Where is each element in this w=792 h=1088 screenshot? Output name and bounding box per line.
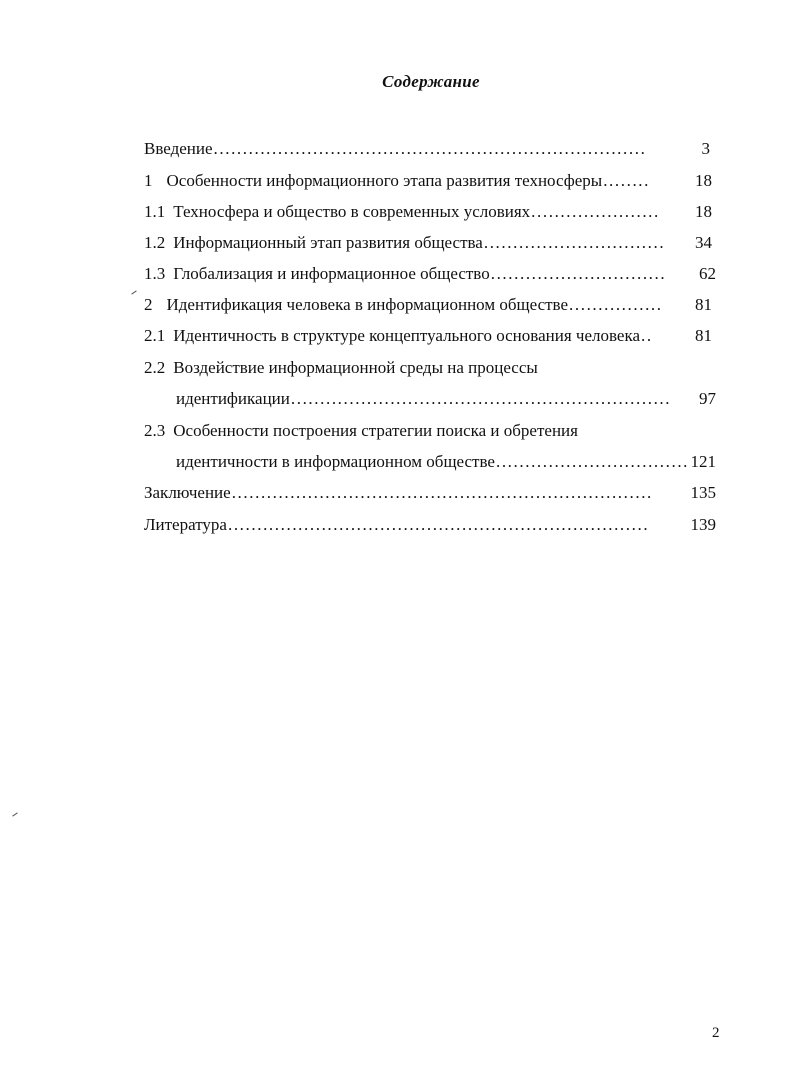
toc-entry-page: 62 xyxy=(699,264,716,283)
toc-entry-leader: ...................... xyxy=(531,202,660,221)
toc-entry-section-2-1[interactable] xyxy=(144,325,712,347)
scan-speck xyxy=(12,812,17,816)
toc-entry-page: 81 xyxy=(695,295,712,314)
toc-entry-conclusion[interactable] xyxy=(144,482,716,504)
toc-entry-page: 135 xyxy=(690,483,716,502)
toc-entry-leader: .............................. xyxy=(490,264,667,283)
toc-entry-introduction[interactable] xyxy=(144,138,710,160)
toc-entry-label: Информационный этап развития общества xyxy=(173,233,483,252)
toc-entry-leader: .......................................................................... xyxy=(213,139,647,158)
toc-entry-label: Идентичность в структуре концептуального основания человека xyxy=(173,326,640,345)
toc-entry-section-2-2-continuation[interactable] xyxy=(176,388,716,410)
toc-entry-number: 1 xyxy=(144,171,153,190)
toc-entry-leader: ................................. xyxy=(495,452,690,471)
toc-entry-chapter-1[interactable] xyxy=(144,170,712,192)
toc-entry-leader: ........................................................................ xyxy=(227,515,650,534)
toc-entry-leader: ............................... xyxy=(483,233,666,252)
toc-entry-label: идентичности в информационном обществе xyxy=(176,452,495,471)
toc-entry-leader: .. xyxy=(641,326,653,345)
toc-entry-page: 3 xyxy=(701,139,710,158)
toc-entry-leader: ........ xyxy=(603,171,651,190)
toc-entry-leader: ................ xyxy=(569,295,663,314)
toc-entry-label: Особенности построения стратегии поиска и обретения xyxy=(173,421,578,440)
toc-entry-section-2-3-continuation[interactable] xyxy=(176,451,716,473)
toc-entry-number: 1.2 xyxy=(144,233,166,252)
toc-entry-label: Особенности информационного этапа развития техносферы xyxy=(166,171,603,190)
toc-entry-leader: ........................................................................ xyxy=(231,483,653,502)
toc-entry-label: Идентификация человека в информационном обществе xyxy=(166,295,569,314)
toc-entry-page: 81 xyxy=(695,326,712,345)
toc-entry-page: 121 xyxy=(690,452,716,471)
toc-entry-number: 1.1 xyxy=(144,202,166,221)
toc-entry-label: Воздействие информационной среды на процессы xyxy=(173,358,538,377)
toc-entry-label: Заключение xyxy=(144,483,231,502)
toc-entry-number: 2.1 xyxy=(144,326,166,345)
toc-entry-number: 2.3 xyxy=(144,421,166,440)
toc-entry-section-2-3[interactable] xyxy=(144,420,578,442)
toc-entry-references[interactable] xyxy=(144,514,716,536)
toc-entry-page: 18 xyxy=(695,171,712,190)
toc-entry-page: 34 xyxy=(695,233,712,252)
toc-entry-section-1-3[interactable] xyxy=(144,263,716,285)
toc-entry-number: 1.3 xyxy=(144,264,166,283)
toc-entry-section-2-2[interactable] xyxy=(144,357,538,379)
page-title: Содержание xyxy=(382,72,480,91)
toc-entry-label: Техносфера и общество в современных условиях xyxy=(173,202,531,221)
toc-entry-label: Введение xyxy=(144,139,213,158)
toc-entry-chapter-2[interactable] xyxy=(144,294,712,316)
toc-entry-page: 18 xyxy=(695,202,712,221)
toc-entry-label: Литература xyxy=(144,515,227,534)
toc-entry-label: Глобализация и информационное общество xyxy=(173,264,490,283)
toc-entry-label: идентификации xyxy=(176,389,290,408)
toc-entry-section-1-2[interactable] xyxy=(144,232,712,254)
toc-entry-section-1-1[interactable] xyxy=(144,201,712,223)
toc-entry-page: 97 xyxy=(699,389,716,408)
page-number: 2 xyxy=(712,1025,720,1041)
toc-entry-number: 2.2 xyxy=(144,358,166,377)
toc-entry-number: 2 xyxy=(144,295,153,314)
toc-entry-page: 139 xyxy=(690,515,716,534)
toc-entry-leader: ................................................................. xyxy=(290,389,672,408)
